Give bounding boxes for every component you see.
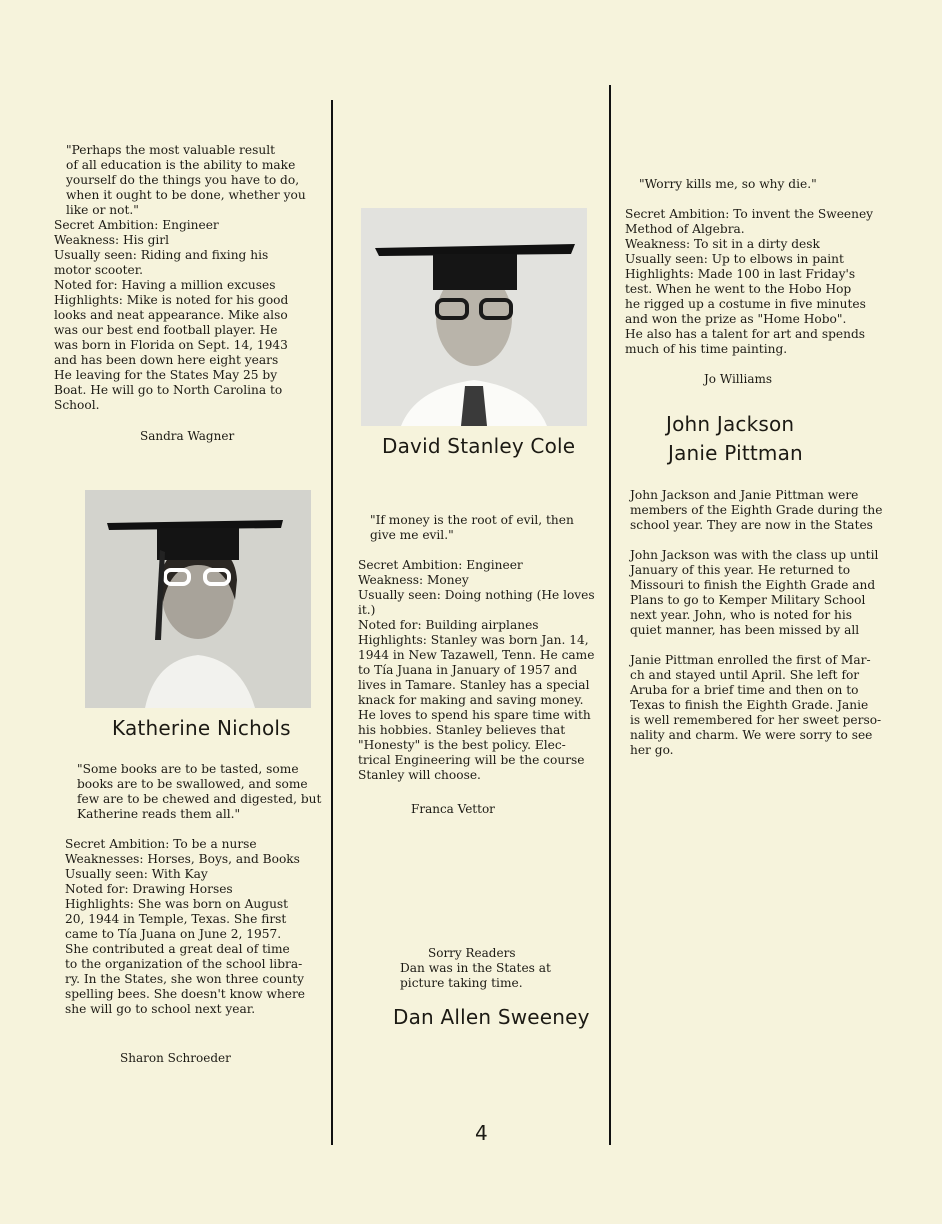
jackson-pittman-para1: John Jackson and Janie Pittman were members of the Eighth Grade during the school year. They are now in the States (630, 488, 883, 532)
dan-quote: "Worry kills me, so why die." (639, 177, 817, 191)
katherine-usually-seen: Usually seen: With Kay (65, 867, 208, 881)
david-ambition: Secret Ambition: Engineer (358, 558, 523, 572)
jackson-pittman-para3: Janie Pittman enrolled the first of Mar- ch and stayed until April. She left for Aruba for a brief time and then on to Texas to finish the Eighth Grade. Janie is well remembered for her sweet perso- nality and charm. We were sorry to see her go. (630, 653, 882, 757)
janie-pittman-name: Janie Pittman (668, 441, 803, 465)
david-photo (361, 208, 587, 426)
katherine-bio (65, 762, 330, 1017)
katherine-writer: Sharon Schroeder (120, 1051, 231, 1065)
katherine-ambition: Secret Ambition: To be a nurse (65, 837, 257, 851)
mike-quote: "Perhaps the most valuable result of all education is the ability to make yourself do the things you have to do, when it ought to be done, whether you like or not." (66, 143, 306, 217)
david-name: David Stanley Cole (382, 434, 576, 458)
katherine-quote: "Some books are to be tasted, some books are to be swallowed, and some few are to be chewed and digested, but Katherine reads them all." (77, 762, 322, 821)
jackson-pittman-text (630, 488, 920, 758)
dan-weakness: Weakness: To sit in a dirty desk (625, 237, 820, 251)
david-usually-seen: Usually seen: Doing nothing (He loves it.) (358, 588, 595, 617)
dan-highlights: Highlights: Made 100 in last Friday's test. When he went to the Hobo Hop he rigged up a costume in five minutes and won the prize as "Home Hobo". He also has a talent for art and spends much of his time painting. (625, 267, 866, 356)
david-highlights: Highlights: Stanley was born Jan. 14, 1944 in New Tazawell, Tenn. He came to Tía Juana in January of 1957 and lives in Tamare. Stanley has a special knack for making and saving money. He loves to spend his spare time with his hobbies. Stanley believes that "Honesty" is the best policy. Elec- trical Engineering will be the course Stanley will choose. (358, 633, 595, 782)
column-rule-left (331, 100, 333, 1145)
katherine-highlights: Highlights: She was born on August 20, 1944 in Temple, Texas. She first came to Tía Juana on June 2, 1957. She contributed a great deal of time to the organization of the school libra- ry. In the States, she won three county spelling bees. She doesn't know where she will go to school next year. (65, 897, 305, 1016)
page-number: 4 (475, 1121, 488, 1145)
dan-note-title: Sorry Readers (428, 946, 516, 960)
graduate-portrait-image (361, 208, 587, 426)
katherine-name: Katherine Nichols (112, 716, 291, 740)
katherine-noted-for: Noted for: Drawing Horses (65, 882, 233, 896)
dan-ambition: Secret Ambition: To invent the Sweeney Method of Algebra. (625, 207, 874, 236)
mike-ambition: Secret Ambition: Engineer (54, 218, 219, 232)
graduate-portrait-image (85, 490, 311, 708)
mike-highlights: Highlights: Mike is noted for his good looks and neat appearance. Mike also was our best end football player. He was born in Florida on Sept. 14, 1943 and has been down here eight years He leaving for the States May 25 by Boat. He will go to North Carolina to School. (54, 293, 289, 412)
dan-writer: Jo Williams (704, 372, 773, 386)
dan-name: Dan Allen Sweeney (393, 1005, 590, 1029)
david-weakness: Weakness: Money (358, 573, 469, 587)
column-rule-right (609, 85, 611, 1145)
mike-usually-seen: Usually seen: Riding and fixing his motor scooter. (54, 248, 269, 277)
mike-writer: Sandra Wagner (140, 429, 235, 443)
katherine-photo (85, 490, 311, 708)
david-writer: Franca Vettor (411, 802, 495, 816)
mike-noted-for: Noted for: Having a million excuses (54, 278, 276, 292)
dan-bio (625, 177, 915, 357)
david-bio (358, 513, 608, 783)
mike-weakness: Weakness: His girl (54, 233, 170, 247)
dan-usually-seen: Usually seen: Up to elbows in paint (625, 252, 844, 266)
david-quote: "If money is the root of evil, then give me evil." (370, 513, 574, 542)
mike-bio (54, 143, 324, 413)
david-noted-for: Noted for: Building airplanes (358, 618, 539, 632)
john-jackson-name: John Jackson (666, 412, 795, 436)
jackson-pittman-para2: John Jackson was with the class up until January of this year. He returned to Missouri to finish the Eighth Grade and Plans to go to Kemper Military School next year. John, who is noted for his quiet manner, has been missed by all (630, 548, 879, 637)
katherine-weakness: Weaknesses: Horses, Boys, and Books (65, 852, 300, 866)
dan-note-body: Dan was in the States at picture taking time. (400, 961, 551, 990)
